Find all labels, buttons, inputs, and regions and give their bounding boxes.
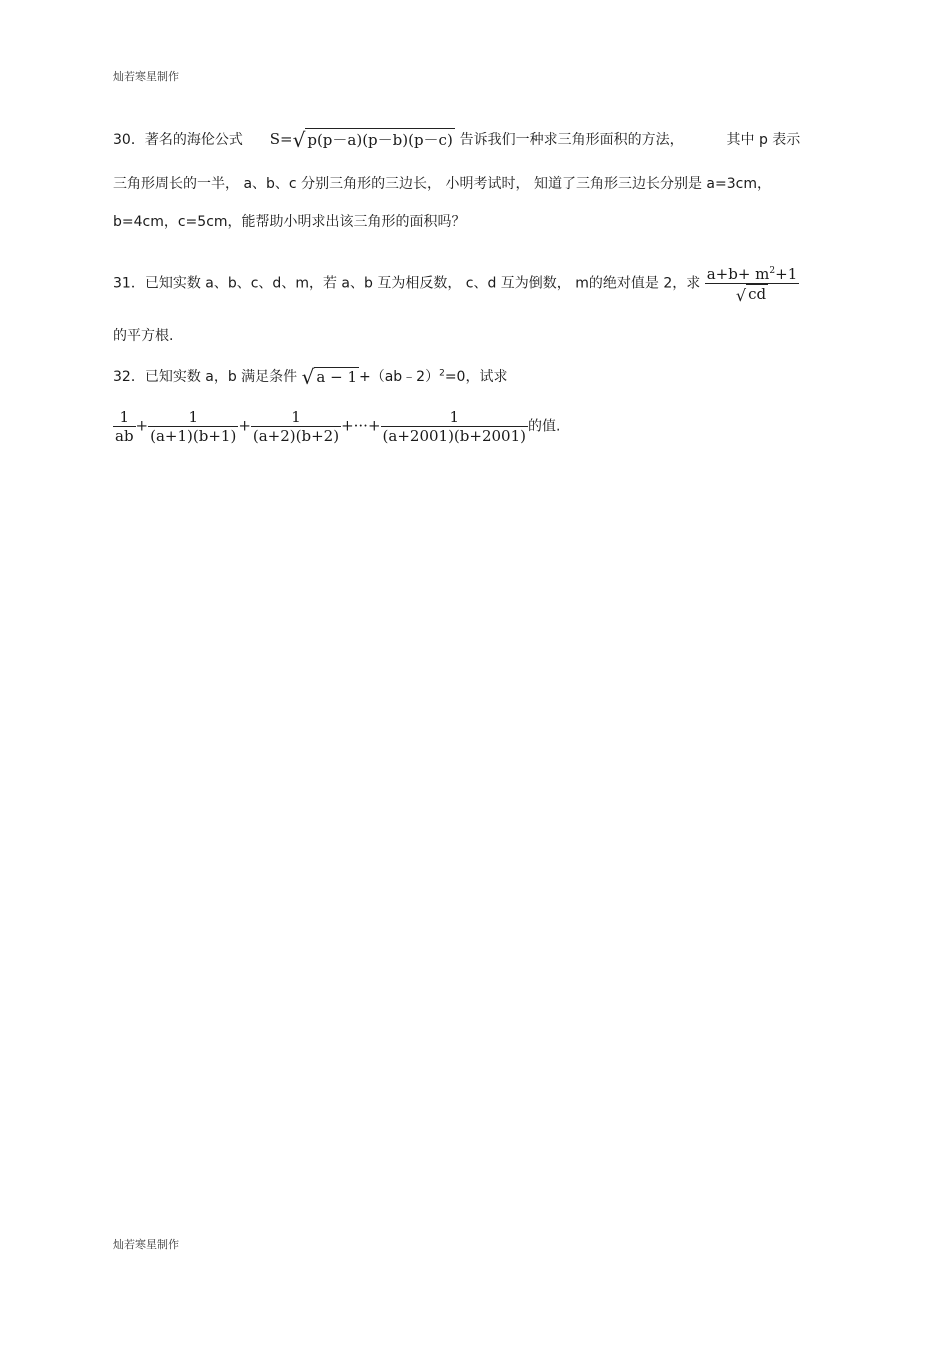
- series-term-last: $\frac{1}{(a+2001)(b+2001)}$: [382, 408, 526, 445]
- q32-exponent: 2: [439, 368, 445, 379]
- q30-text-b: 告诉我们一种求三角形面积的方法，: [459, 132, 684, 148]
- q30-text-c: 其中 p 表示: [726, 132, 801, 148]
- sqrt-symbol: √ p(p－a)(p－b)(p－c): [292, 128, 453, 152]
- q32-tail: 的值.: [527, 418, 561, 435]
- q30-line2: 三角形周长的一半， a、b、c 分别三角形的三边长， 小明考试时， 知道了三角形三边长分别是 a=3cm，: [113, 176, 771, 192]
- page-header: 灿若寒星制作: [113, 70, 179, 83]
- series-term-1: $\frac{1}{ab}$: [115, 408, 134, 445]
- q31-denominator: √ cd: [735, 285, 767, 305]
- q31-line2: 的平方根.: [113, 328, 174, 344]
- q30-line1: [113, 128, 800, 152]
- page-footer: 灿若寒星制作: [113, 1238, 179, 1251]
- q30-intro: 30．著名的海伦公式: [113, 132, 243, 148]
- series-term-3: $\frac{1}{(a+2)(b+2)}$: [252, 408, 340, 445]
- q32-condition: +（ab﹣2）: [358, 369, 440, 385]
- heron-formula: [269, 128, 460, 152]
- formula-s: S=: [269, 130, 293, 148]
- q32-intro: 32．已知实数 a，b 满足条件: [113, 369, 298, 385]
- q31-line1: [113, 262, 799, 305]
- heron-radicand: p(p－a)(p－b)(p－c): [305, 128, 454, 150]
- q31-fraction: [705, 262, 800, 305]
- q32-condition-end: =0，试求: [444, 369, 508, 385]
- series-dots: +···+: [341, 416, 381, 435]
- q31-text: 31．已知实数 a、b、c、d、m，若 a、b 互为相反数， c、d 互为倒数， m的绝对值是 2，求: [113, 275, 701, 292]
- series-term-2: $\frac{1}{(a+1)(b+1)}$: [150, 408, 237, 445]
- q32-line1: [113, 365, 507, 389]
- q32-sqrt: √ a − 1: [301, 365, 357, 389]
- q31-numerator: $a+b+ m^2+1$: [705, 262, 800, 284]
- q30-line3: b=4cm，c=5cm，能帮助小明求出该三角形的面积吗？: [113, 214, 466, 230]
- q32-series: $\frac{1}{ab}$ + $\frac{1}{(a+1)(b+1)}$ + $\frac{1}{(a+2)(b+2)}$ +···+ $\frac{1}{(a+2001)(b+2001)}$ 的值.: [115, 408, 561, 445]
